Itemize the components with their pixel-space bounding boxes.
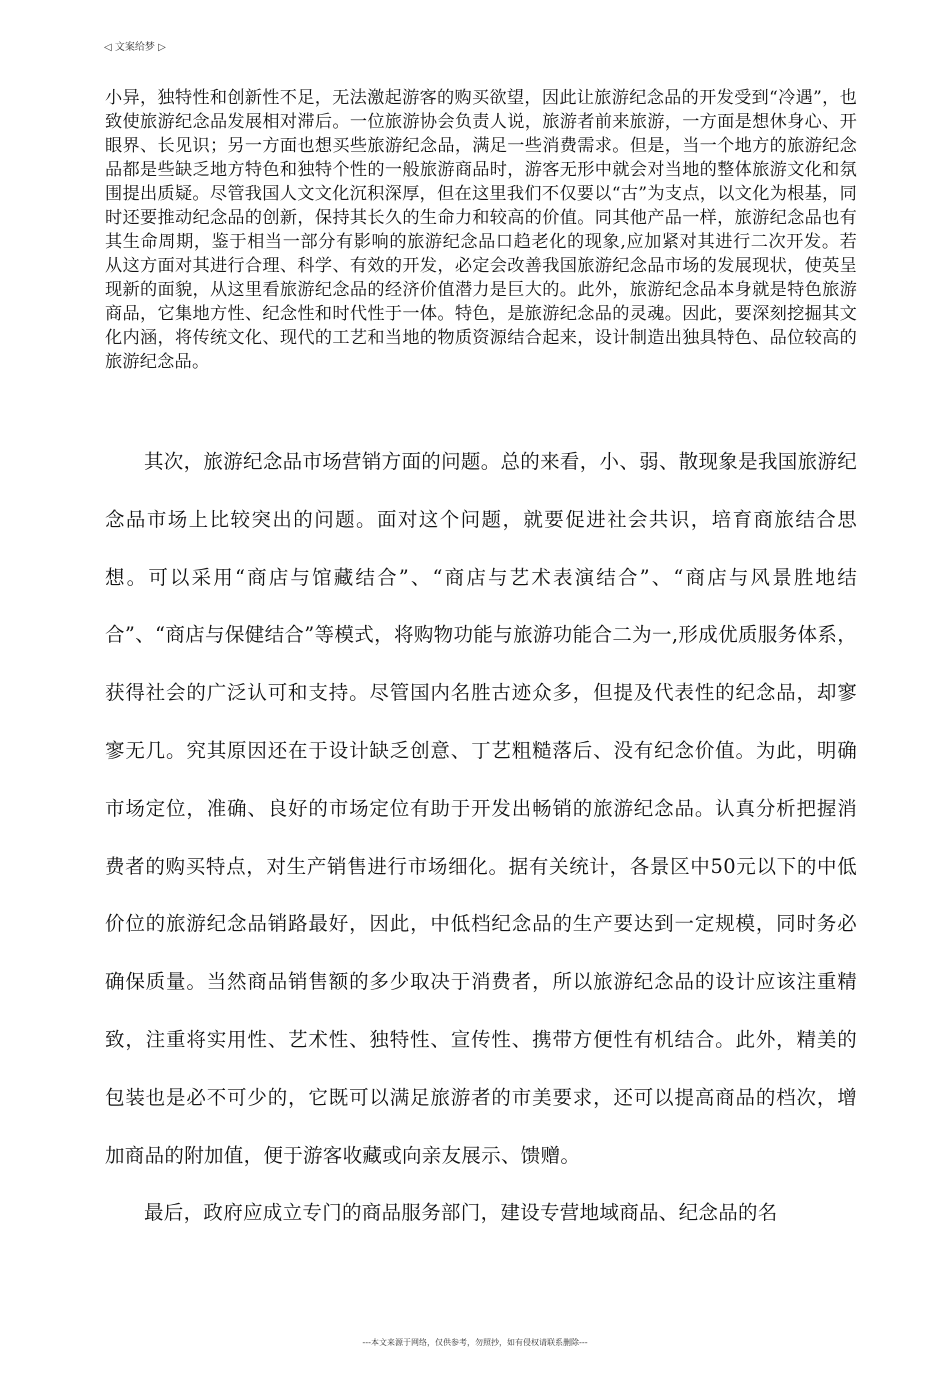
- body-section: [105, 433, 857, 1242]
- paragraph-second: 其次，旅游纪念品市场营销方面的问题。总的来看，小、弱、散现象是我国旅游纪念品市场上比较突出的问题。面对这个问题，就要促进社会共识，培育商旅结合思想。可以采用“商店与馆藏结合”、“商店与艺术表演结合”、“商店与风景胜地结合”、“商店与保健结合”等模式，将购物功能与旅游功能合二为一,形成优质服务体系，获得社会的广泛认可和支持。尽管国内名胜古迹众多，但提及代表性的纪念品，却寥寥无几。究其原因还在于设计缺乏创意、丁艺粗糙落后、没有纪念价值。为此，明确市场定位，准确、良好的市场定位有助于开发出畅销的旅游纪念品。认真分析把握消费者的购买特点，对生产销售进行市场细化。据有关统计，各景区中50元以下的中低价位的旅游纪念品销路最好，因此，中低档纪念品的生产要达到一定规模，同时务必确保质量。当然商品销售额的多少取决于消费者，所以旅游纪念品的设计应该注重精致，注重将实用性、艺术性、独特性、宣传性、携带方便性有机结合。此外，精美的包装也是必不可少的，它既可以满足旅游者的市美要求，还可以提高商品的档次，增加商品的附加值，便于游客收藏或向亲友展示、馈赠。: [105, 450, 857, 1167]
- continuation-paragraph: 小异，独特性和创新性不足，无法激起游客的购买欲望，因此让旅游纪念品的开发受到“冷遇”，也致使旅游纪念品发展相对滞后。一位旅游协会负责人说，旅游者前来旅游，一方面是想休身心、开眼界、长见识；另一方面也想买些旅游纪念品，满足一些消费需求。但是，当一个地方的旅游纪念品都是些缺乏地方特色和独特个性的一般旅游商品时，游客无形中就会对当地的整体旅游文化和氛围提出质疑。尽管我国人文文化沉积深厚，但在这里我们不仅要以“古”为支点，以文化为根基，同时还要推动纪念品的创新，保持其长久的生命力和较高的价值。同其他产品一样，旅游纪念品也有其生命周期，鉴于相当一部分有影响的旅游纪念品口趋老化的现象,应加紧对其进行二次开发。若从这方面对其进行合理、科学、有效的开发，必定会改善我国旅游纪念品市场的发展现状，使英呈现新的面貌，从这里看旅游纪念品的经济价值潜力是巨大的。此外，旅游纪念品本身就是特色旅游商品，它集地方性、纪念性和时代性于一体。特色，是旅游纪念品的灵魂。因此，要深刻挖掘其文化内涵，将传统文化、现代的工艺和当地的物质资源结合起来，设计制造出独具特色、品位较高的旅游纪念品。: [105, 88, 857, 372]
- footer-disclaimer: ---本文来源于网络，仅供参考，勿照抄，如有侵权请联系删除---: [362, 1338, 588, 1347]
- header-text: 文案给梦: [114, 42, 155, 53]
- left-triangle-icon: ◁: [104, 42, 112, 53]
- paragraph-last: 最后，政府应成立专门的商品服务部门，建设专营地域商品、纪念品的名: [144, 1201, 778, 1225]
- header-label: [104, 38, 166, 53]
- right-triangle-icon: ▷: [158, 42, 166, 53]
